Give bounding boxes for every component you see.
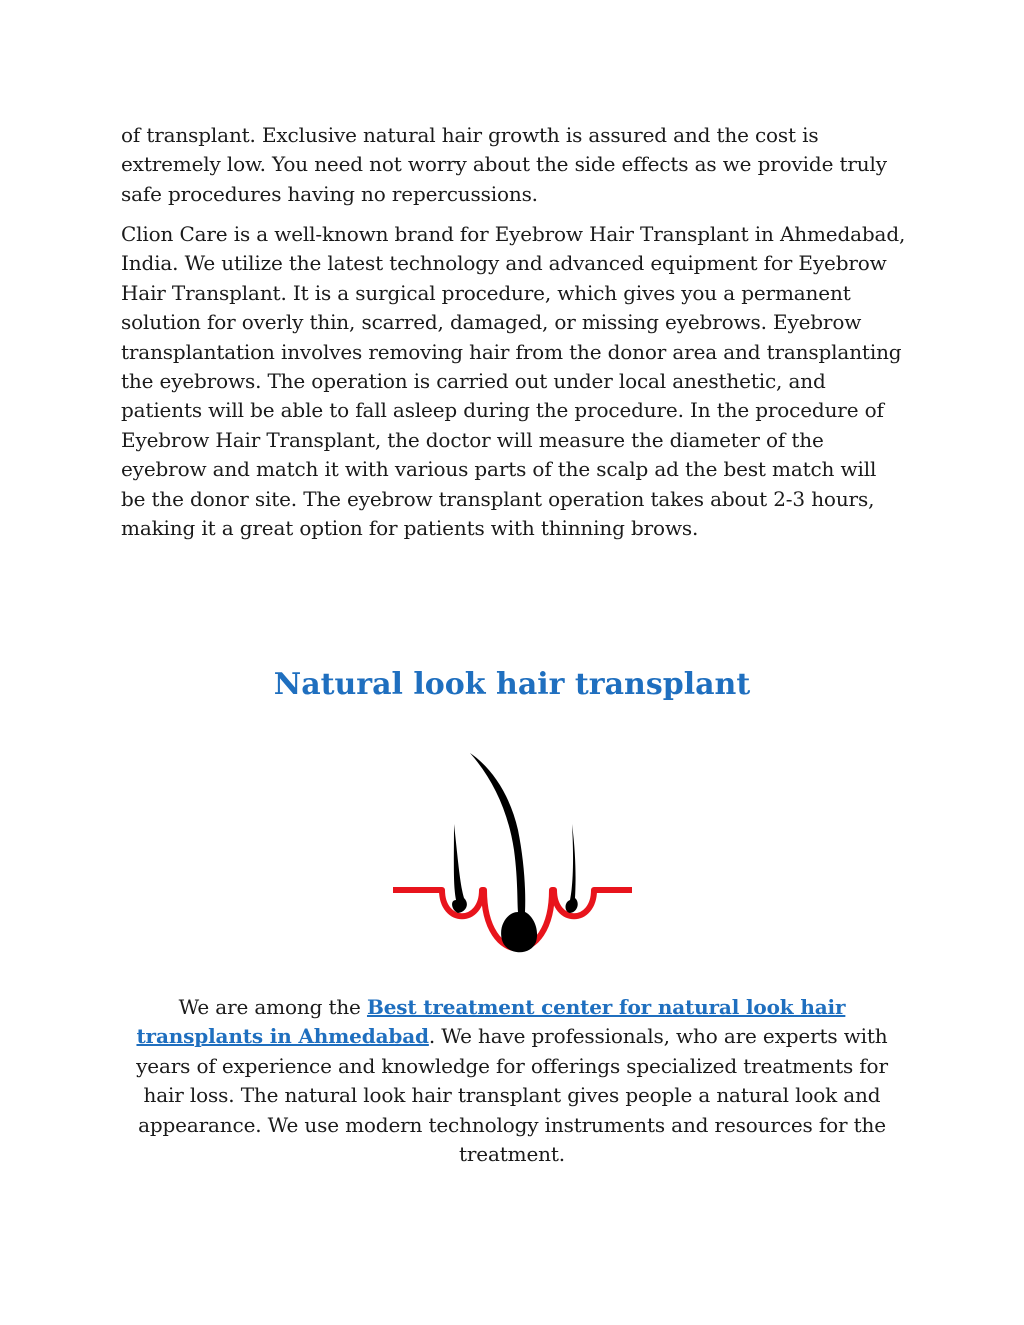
paragraph-transplant-intro: of transplant. Exclusive natural hair growth is assured and the cost is extremely low. You need not worry about the side effects as we provide truly safe procedures having no repercussions. xyxy=(121,123,887,206)
paragraph-natural-look-body: . We have professionals, who are experts with years of experience and knowledge for offerings specialized treatments for hair loss. The natural look hair transplant gives people a natural look and appearance. We use modern technology instruments and resources for the treatment. xyxy=(136,1024,888,1167)
small-hair-left xyxy=(452,824,467,913)
small-hair-right xyxy=(566,824,578,913)
paragraph-natural-look-intro: We are among the xyxy=(178,995,367,1019)
hair-follicle-illustration xyxy=(380,750,644,970)
paragraph-eyebrow-transplant: Clion Care is a well-known brand for Eyebrow Hair Transplant in Ahmedabad, India. We utilize the latest technology and advanced equipment for Eyebrow Hair Transplant. It is a surgical procedure, which gives you a permanent solution for overly thin, scarred, damaged, or missing eyebrows. Eyebrow transplantation involves removing hair from the donor area and transplanting the eyebrows. The operation is carried out under local anesthetic, and patients will be able to fall asleep during the procedure. In the procedure of Eyebrow Hair Transplant, the doctor will measure the diameter of the eyebrow and match it with various parts of the scalp ad the best match will be the donor site. The eyebrow transplant operation takes about 2-3 hours, making it a great option for patients with thinning brows. xyxy=(121,222,906,541)
large-hair xyxy=(470,753,537,952)
hair-follicle-icon xyxy=(380,750,644,970)
paragraph-natural-look xyxy=(118,993,906,1169)
best-treatment-center-link[interactable]: Best treatment center for natural look hair transplants in Ahmedabad xyxy=(136,995,846,1049)
section-heading: Natural look hair transplant xyxy=(273,667,751,702)
